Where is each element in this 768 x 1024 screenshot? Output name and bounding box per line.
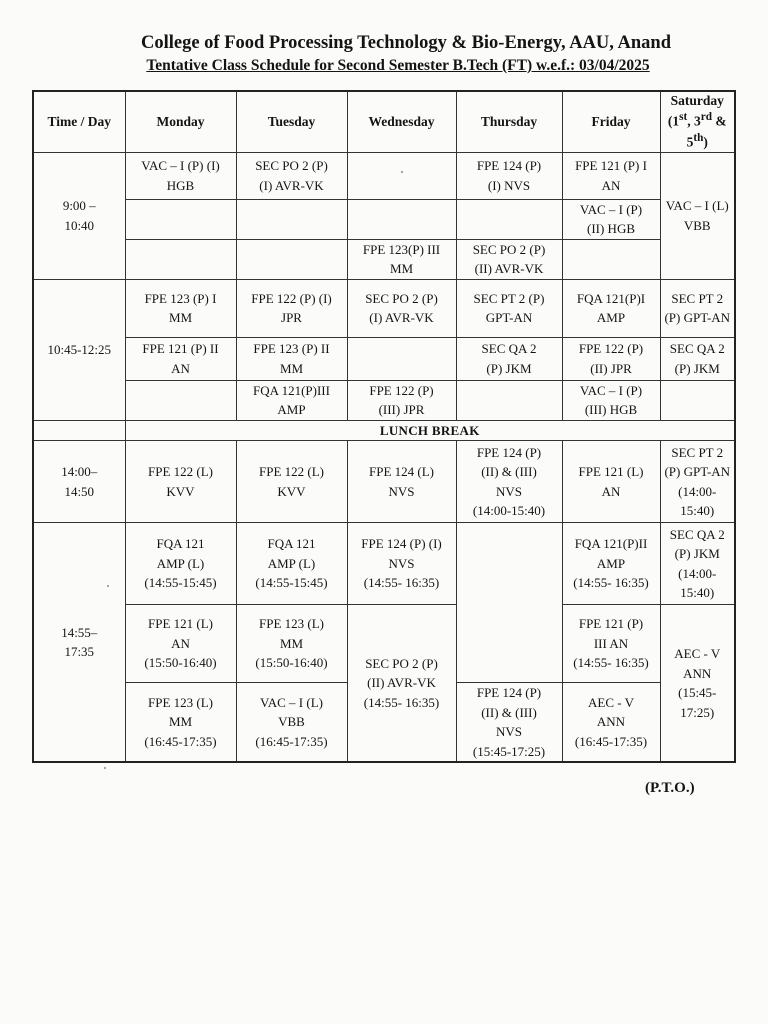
schedule-cell-empty: [347, 199, 456, 239]
schedule-cell-empty: [125, 199, 236, 239]
schedule-cell-empty: [562, 239, 660, 279]
scan-speck: [107, 585, 109, 587]
schedule-cell: VAC – I (P) (III) HGB: [562, 380, 660, 420]
col-header-friday: Friday: [562, 91, 660, 152]
schedule-cell-empty: [236, 239, 347, 279]
schedule-cell: SEC PT 2 (P) GPT-AN: [456, 279, 562, 337]
schedule-cell: AEC - V ANN (16:45-17:35): [562, 683, 660, 763]
schedule-cell: FPE 123 (P) II MM: [236, 337, 347, 380]
col-header-wednesday: Wednesday: [347, 91, 456, 152]
scan-speck: [104, 767, 106, 769]
schedule-cell: AEC - V ANN (15:45- 17:25): [660, 605, 735, 763]
schedule-cell-empty: [456, 380, 562, 420]
col-header-saturday: Saturday (1st, 3rd & 5th): [660, 91, 735, 152]
schedule-cell: SEC QA 2 (P) JKM (14:00- 15:40): [660, 523, 735, 605]
page-subtitle: Tentative Class Schedule for Second Semester B.Tech (FT) w.e.f.: 03/04/2025: [146, 57, 650, 74]
schedule-cell: FPE 123 (P) I MM: [125, 279, 236, 337]
page-title: College of Food Processing Technology & Bio-Energy, AAU, Anand: [140, 33, 672, 53]
lunch-break-row: [33, 420, 735, 441]
schedule-cell: FPE 124 (P) (II) & (III) NVS (14:00-15:40): [456, 441, 562, 523]
schedule-cell: SEC PO 2 (P) (II) AVR-VK: [456, 239, 562, 279]
table-row: [33, 239, 735, 279]
lunch-break-label: LUNCH BREAK: [125, 420, 735, 441]
schedule-cell: FPE 124 (P) (I) NVS: [456, 152, 562, 199]
schedule-cell: SEC PO 2 (P) (I) AVR-VK: [236, 152, 347, 199]
schedule-cell: SEC PO 2 (P) (II) AVR-VK (14:55- 16:35): [347, 605, 456, 763]
table-row: [33, 152, 735, 199]
schedule-cell: FPE 122 (L) KVV: [236, 441, 347, 523]
schedule-cell: FPE 122 (P) (III) JPR: [347, 380, 456, 420]
schedule-cell-empty: [347, 152, 456, 199]
col-header-time-day: Time / Day: [33, 91, 125, 152]
time-slot-1455: 14:55– 17:35: [33, 523, 125, 763]
schedule-cell-empty: [456, 523, 562, 683]
schedule-cell: SEC QA 2 (P) JKM: [456, 337, 562, 380]
schedule-cell: SEC PT 2 (P) GPT-AN (14:00- 15:40): [660, 441, 735, 523]
schedule-cell: VAC – I (L) VBB: [660, 152, 735, 279]
schedule-cell: FPE 122 (P) (I) JPR: [236, 279, 347, 337]
schedule-cell: FPE 123 (L) MM (15:50-16:40): [236, 605, 347, 683]
time-slot-1400: 14:00– 14:50: [33, 441, 125, 523]
schedule-cell: FQA 121 AMP (L) (14:55-15:45): [125, 523, 236, 605]
schedule-cell: FPE 122 (P) (II) JPR: [562, 337, 660, 380]
schedule-cell: SEC PO 2 (P) (I) AVR-VK: [347, 279, 456, 337]
table-row: [33, 337, 735, 380]
schedule-cell: FQA 121 AMP (L) (14:55-15:45): [236, 523, 347, 605]
table-row: [33, 605, 735, 683]
schedule-cell: VAC – I (L) VBB (16:45-17:35): [236, 683, 347, 763]
schedule-cell: FPE 122 (L) KVV: [125, 441, 236, 523]
time-slot-1045: 10:45-12:25: [33, 279, 125, 420]
schedule-cell: FPE 123(P) III MM: [347, 239, 456, 279]
schedule-cell-empty: [456, 199, 562, 239]
time-slot-0900: 9:00 – 10:40: [33, 152, 125, 279]
table-row: [33, 279, 735, 337]
schedule-cell-empty: [660, 380, 735, 420]
schedule-cell: FPE 121 (P) II AN: [125, 337, 236, 380]
schedule-cell: FQA 121(P)II AMP (14:55- 16:35): [562, 523, 660, 605]
schedule-cell: SEC PT 2 (P) GPT-AN: [660, 279, 735, 337]
header-row: [33, 91, 735, 152]
schedule-cell: FPE 124 (P) (II) & (III) NVS (15:45-17:25): [456, 683, 562, 763]
scan-speck: [401, 171, 403, 173]
col-header-thursday: Thursday: [456, 91, 562, 152]
pto-note: (P.T.O.): [645, 780, 695, 796]
schedule-cell: FPE 121 (L) AN (15:50-16:40): [125, 605, 236, 683]
schedule-cell: VAC – I (P) (I) HGB: [125, 152, 236, 199]
schedule-cell: FPE 121 (P) III AN (14:55- 16:35): [562, 605, 660, 683]
schedule-cell: VAC – I (P) (II) HGB: [562, 199, 660, 239]
table-row: [33, 441, 735, 523]
schedule-cell: FQA 121(P)I AMP: [562, 279, 660, 337]
schedule-cell: FPE 124 (P) (I) NVS (14:55- 16:35): [347, 523, 456, 605]
schedule-cell-empty: [236, 199, 347, 239]
col-header-tuesday: Tuesday: [236, 91, 347, 152]
table-row: [33, 523, 735, 605]
schedule-cell-empty: [125, 380, 236, 420]
schedule-cell: FPE 124 (L) NVS: [347, 441, 456, 523]
table-row: [33, 380, 735, 420]
table-row: [33, 199, 735, 239]
schedule-cell: FPE 121 (L) AN: [562, 441, 660, 523]
lunch-break-spacer: [33, 420, 125, 441]
schedule-cell-empty: [347, 337, 456, 380]
schedule-cell-empty: [125, 239, 236, 279]
schedule-cell: FPE 123 (L) MM (16:45-17:35): [125, 683, 236, 763]
col-header-monday: Monday: [125, 91, 236, 152]
class-schedule-table: [32, 90, 736, 763]
schedule-cell: FPE 121 (P) I AN: [562, 152, 660, 199]
schedule-cell: FQA 121(P)III AMP: [236, 380, 347, 420]
schedule-cell: SEC QA 2 (P) JKM: [660, 337, 735, 380]
